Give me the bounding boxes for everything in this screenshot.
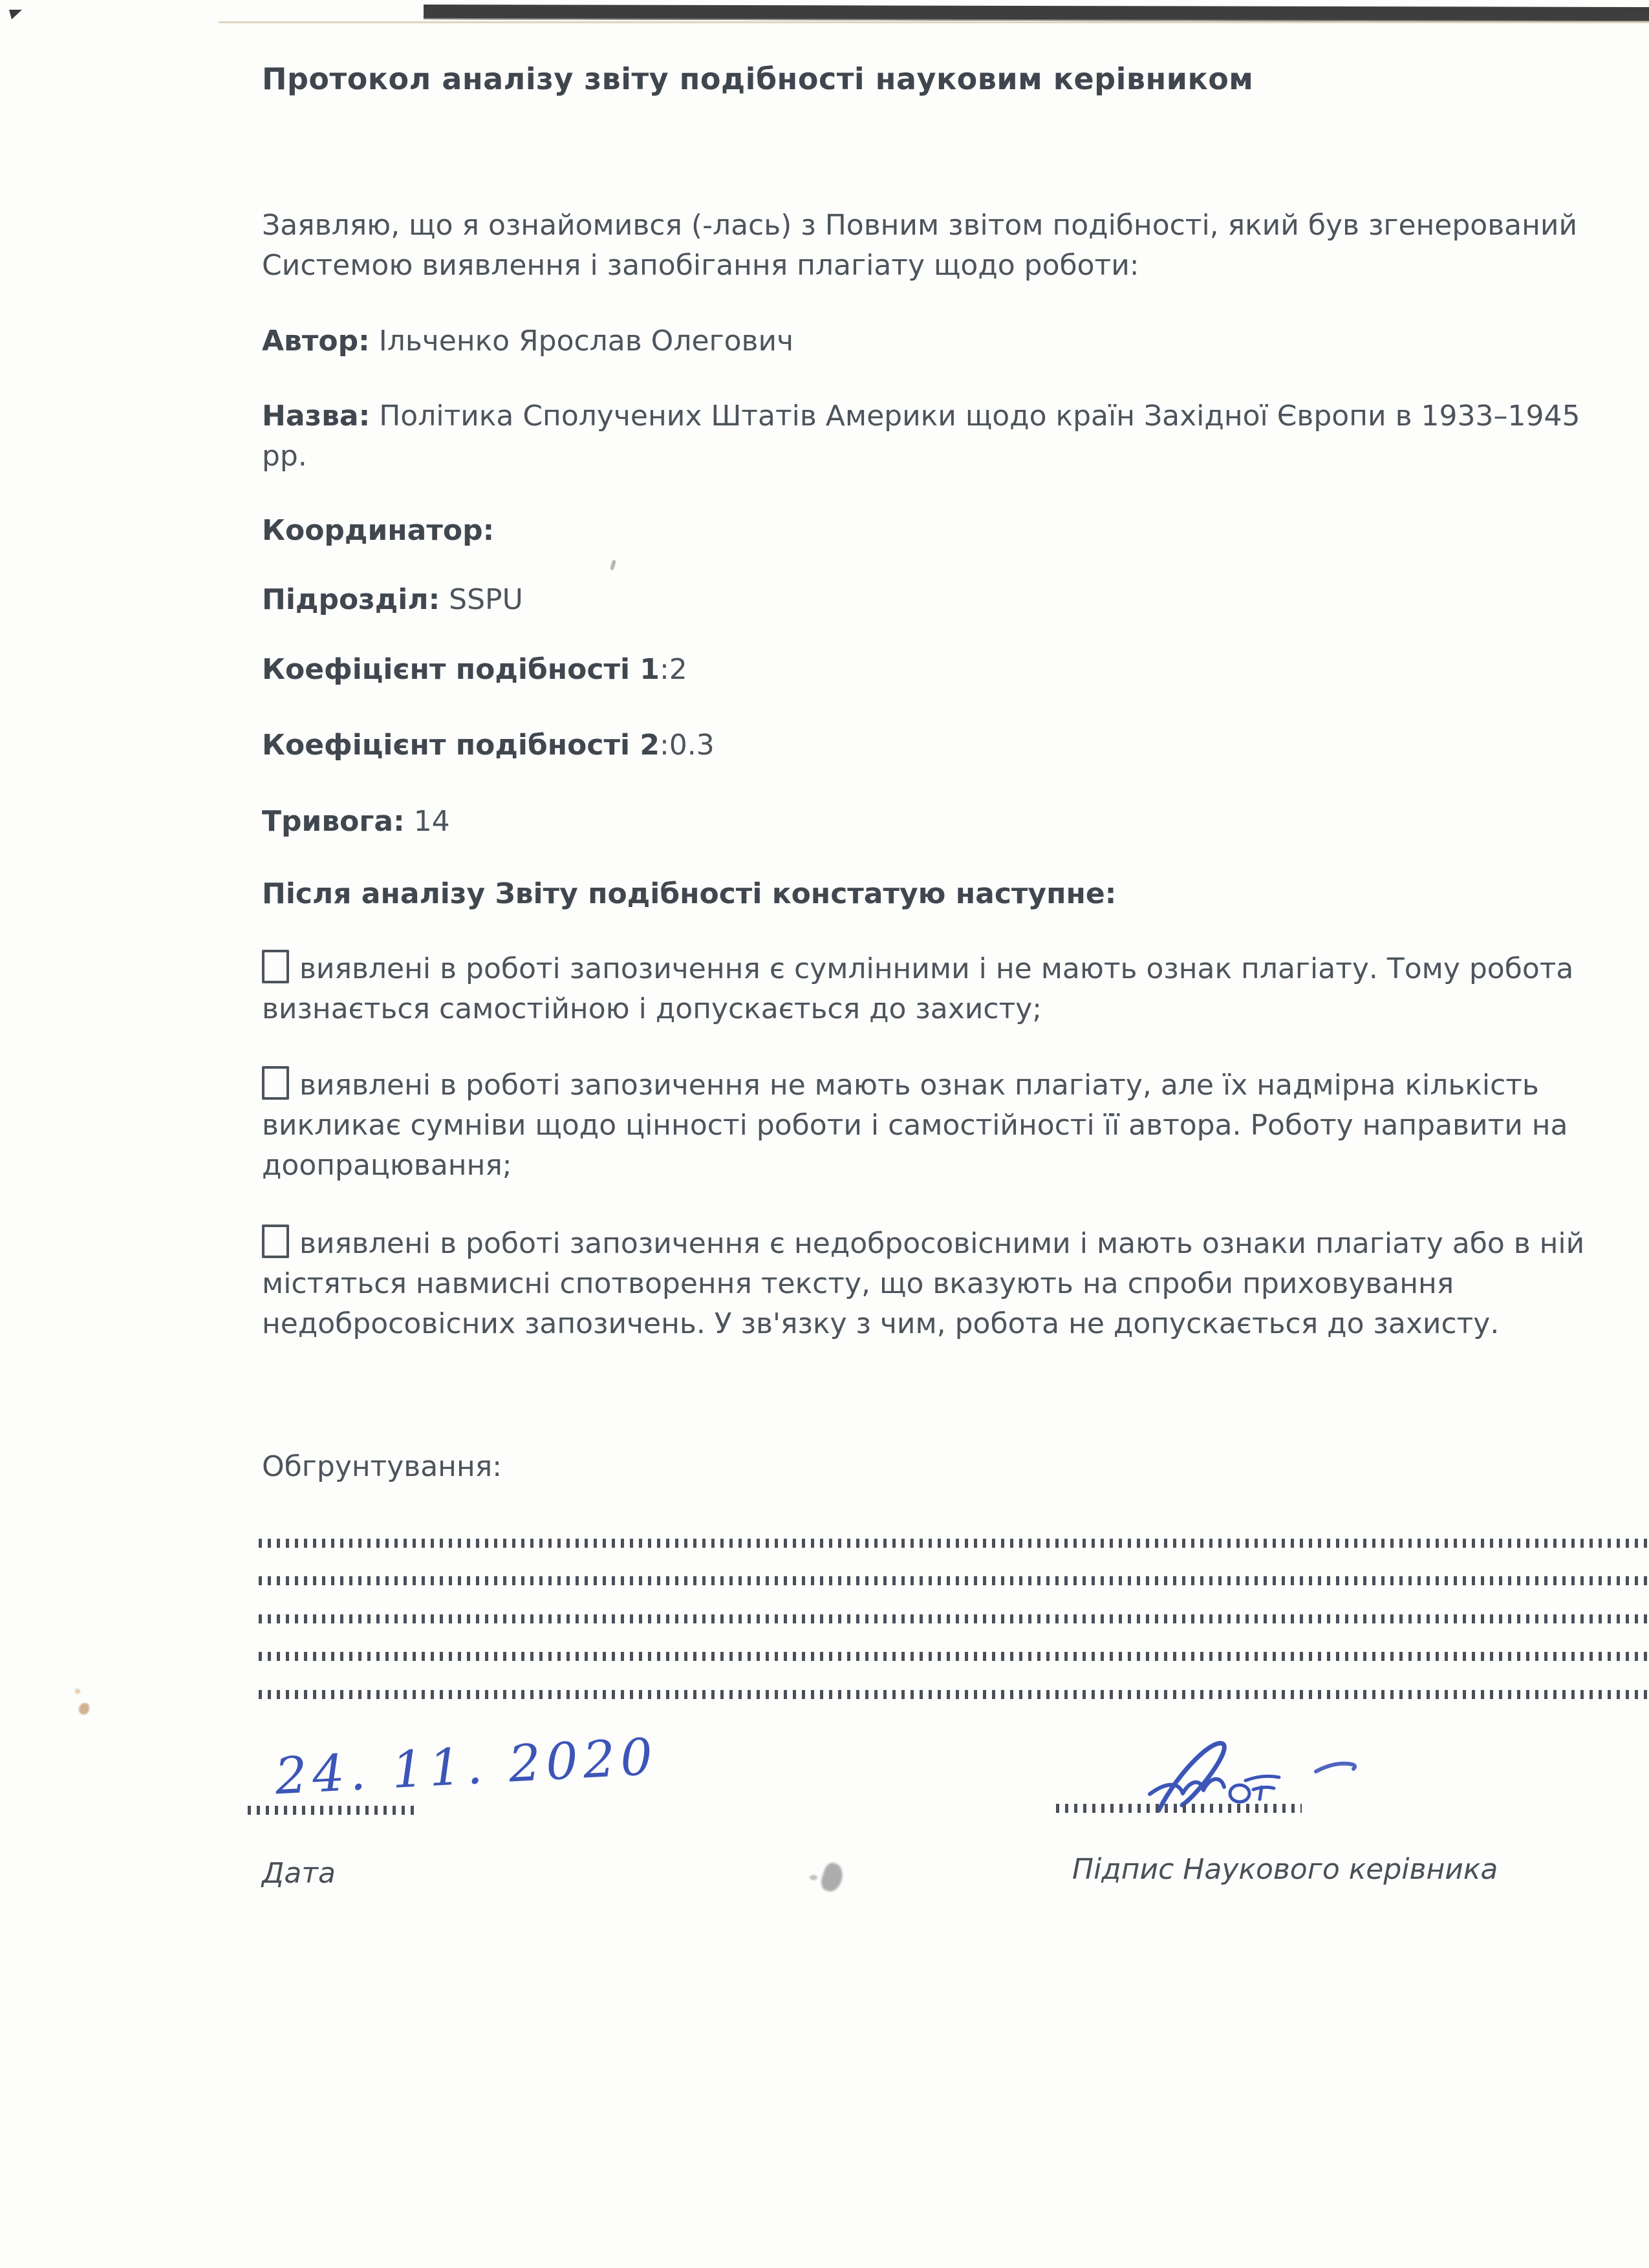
work-title-value: Політика Сполучених Штатів Америки щодо країн Західної Європи в 1933–1945 рр. xyxy=(262,400,1580,473)
similarity-coef-1-row xyxy=(262,650,1623,690)
option-text: виявлені в роботі запозичення є недобросовісними і мають ознаки плагіату або в ній містяться навмисні спотворення тексту, що вказують на спроби приховування недобросовісних запозичень. У зв'язку з чим, робота не допускається до захисту. xyxy=(262,1227,1585,1340)
justification-line[interactable] xyxy=(259,1539,1649,1548)
work-title-row xyxy=(262,396,1623,476)
work-title-label: Назва: xyxy=(262,400,371,433)
author-value: Ільченко Ярослав Олегович xyxy=(378,325,794,358)
justification-line[interactable] xyxy=(259,1576,1649,1585)
ink-smudge xyxy=(819,1861,846,1894)
scan-tick-artifact xyxy=(610,559,616,570)
similarity-coef-2-label: Коефіцієнт подібності 2 xyxy=(262,729,660,762)
similarity-coef-1-label: Коефіцієнт подібності 1 xyxy=(262,653,660,686)
option-text: виявлені в роботі запозичення не мають ознак плагіату, але їх надмірна кількість викликає сумніви щодо цінності роботи і самостійності її автора. Роботу направити на доопрацювання; xyxy=(262,1069,1568,1182)
scan-speck xyxy=(75,1689,80,1694)
alert-row xyxy=(262,802,1623,842)
signature-label: Підпис Наукового керівника xyxy=(1072,1853,1498,1886)
scan-corner-mark xyxy=(9,10,22,19)
statement-heading: Після аналізу Звіту подібності констатую наступне: xyxy=(262,877,1117,910)
handwritten-date: 24. 11. 2020 xyxy=(274,1728,660,1806)
scanner-edge-bar xyxy=(424,5,1649,22)
intro-paragraph: Заявляю, що я ознайомився (-лась) з Повним звітом подібності, який був згенерований Системою виявлення і запобігання плагіату щодо роботи: xyxy=(262,209,1578,282)
date-signature-line[interactable] xyxy=(248,1806,414,1815)
scan-speck xyxy=(79,1703,89,1715)
justification-line[interactable] xyxy=(259,1652,1649,1661)
scan-artifact-line xyxy=(219,21,1649,23)
author-row xyxy=(262,321,1623,361)
author-label: Автор: xyxy=(262,325,370,358)
ink-smudge xyxy=(810,1875,817,1880)
department-row xyxy=(262,580,1623,620)
similarity-coef-2-row xyxy=(262,725,1623,765)
option-row xyxy=(262,1065,1623,1186)
coordinator-row xyxy=(262,511,1623,551)
coordinator-label: Координатор: xyxy=(262,514,495,547)
justification-line[interactable] xyxy=(259,1614,1649,1623)
page-title: Протокол аналізу звіту подібності науковим керівником xyxy=(262,61,1254,96)
option-row xyxy=(262,1224,1623,1344)
option-checkbox[interactable] xyxy=(262,950,289,983)
department-value: SSPU xyxy=(449,583,523,616)
option-checkbox[interactable] xyxy=(262,1225,289,1258)
justification-label: Обгрунтування: xyxy=(262,1450,502,1483)
alert-label: Тривога: xyxy=(262,805,405,838)
date-label: Дата xyxy=(262,1857,336,1890)
option-checkbox[interactable] xyxy=(262,1066,289,1100)
alert-value: 14 xyxy=(413,805,450,838)
department-label: Підрозділ: xyxy=(262,583,440,616)
option-text: виявлені в роботі запозичення є сумлінними і не мають ознак плагіату. Тому робота визнається самостійною і допускається до захисту; xyxy=(262,952,1574,1025)
similarity-coef-2-value: :0.3 xyxy=(659,729,715,762)
justification-line[interactable] xyxy=(259,1690,1649,1699)
option-row xyxy=(262,949,1623,1029)
similarity-coef-1-value: :2 xyxy=(659,653,687,686)
supervisor-signature-line[interactable] xyxy=(1056,1804,1302,1813)
